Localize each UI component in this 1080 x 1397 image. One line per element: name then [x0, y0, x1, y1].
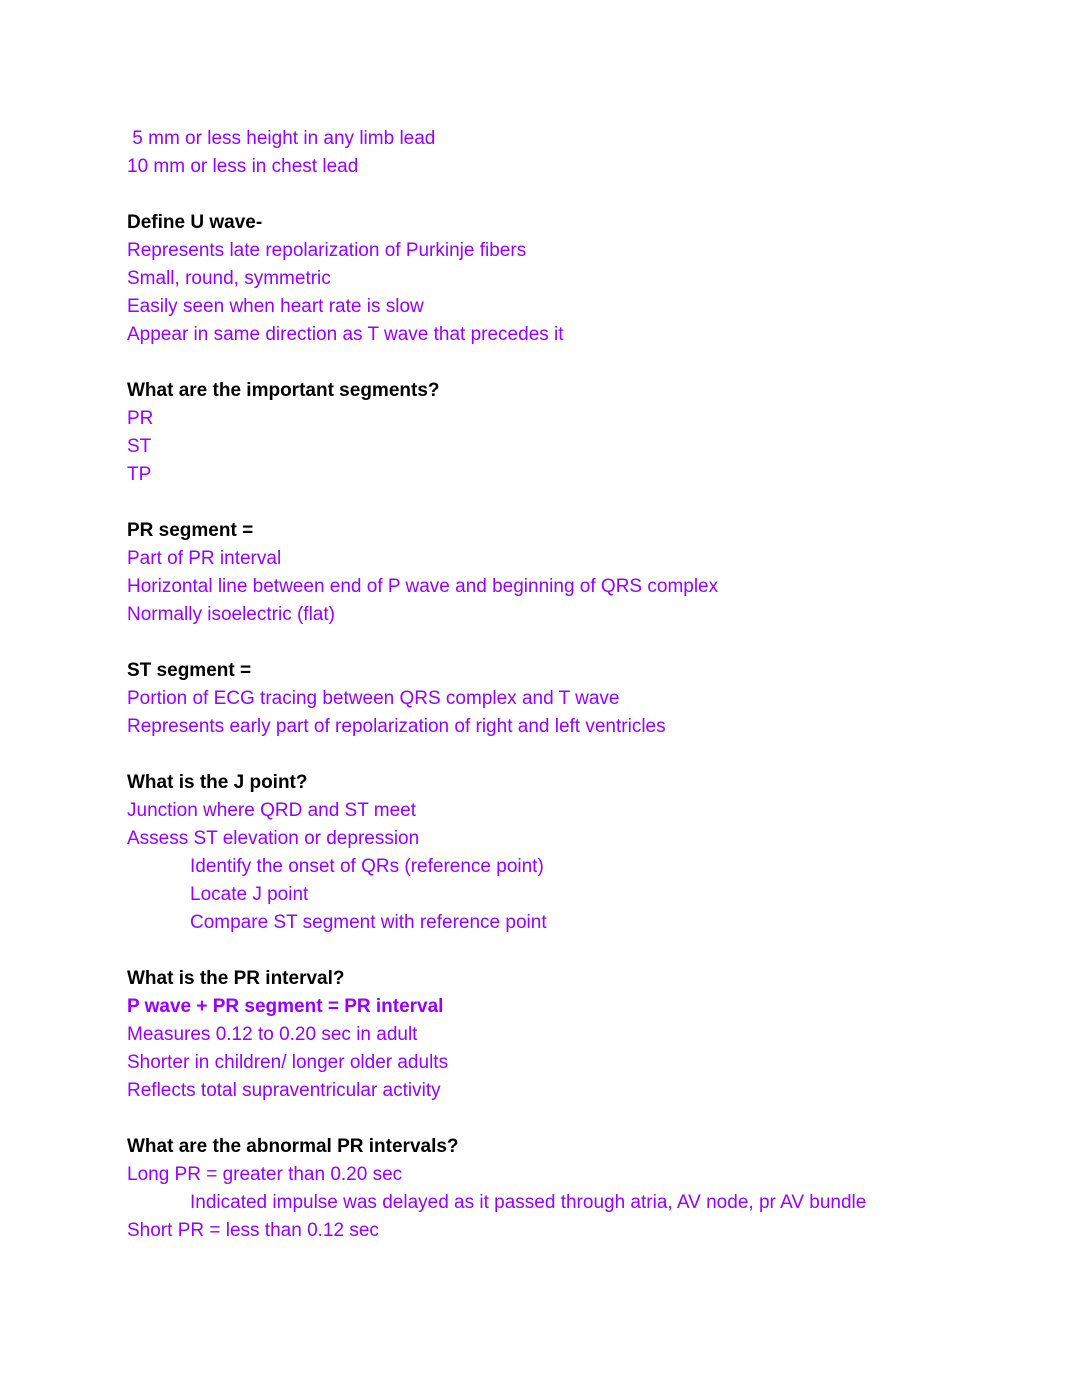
note-block	[127, 1133, 1020, 1245]
question-heading: What is the PR interval?	[127, 968, 345, 989]
text-line: Portion of ECG tracing between QRS complex and T wave	[127, 688, 620, 709]
text-line: TP	[127, 464, 152, 485]
document-content	[127, 125, 1020, 1245]
text-line: Measures 0.12 to 0.20 sec in adult	[127, 1024, 418, 1045]
note-block	[127, 769, 1020, 937]
text-line: P wave + PR segment = PR interval	[127, 996, 444, 1017]
text-line: Locate J point	[190, 884, 309, 905]
note-block	[127, 209, 1020, 349]
text-line: Appear in same direction as T wave that precedes it	[127, 324, 564, 345]
note-block	[127, 657, 1020, 741]
text-line: Indicated impulse was delayed as it passed through atria, AV node, pr AV bundle	[190, 1192, 867, 1213]
text-line: ST	[127, 436, 152, 457]
text-line: Small, round, symmetric	[127, 268, 331, 289]
note-block	[127, 965, 1020, 1105]
text-line: 10 mm or less in chest lead	[127, 156, 359, 177]
text-line: Short PR = less than 0.12 sec	[127, 1220, 379, 1241]
text-line: 5 mm or less height in any limb lead	[127, 128, 436, 149]
text-line: Reflects total supraventricular activity	[127, 1080, 441, 1101]
question-heading: ST segment =	[127, 660, 252, 681]
text-line: Long PR = greater than 0.20 sec	[127, 1164, 403, 1185]
text-line: PR	[127, 408, 154, 429]
text-line: Compare ST segment with reference point	[190, 912, 547, 933]
text-line: Part of PR interval	[127, 548, 282, 569]
question-heading: Define U wave-	[127, 212, 263, 233]
note-block	[127, 125, 1020, 181]
question-heading: What is the J point?	[127, 772, 308, 793]
text-line: Assess ST elevation or depression	[127, 828, 420, 849]
question-heading: What are the important segments?	[127, 380, 440, 401]
text-line: Identify the onset of QRs (reference point)	[190, 856, 544, 877]
text-line: Shorter in children/ longer older adults	[127, 1052, 449, 1073]
text-line: Normally isoelectric (flat)	[127, 604, 335, 625]
text-line: Represents late repolarization of Purkinje fibers	[127, 240, 527, 261]
question-heading: PR segment =	[127, 520, 254, 541]
note-block	[127, 517, 1020, 629]
text-line: Junction where QRD and ST meet	[127, 800, 417, 821]
text-line: Horizontal line between end of P wave and beginning of QRS complex	[127, 576, 719, 597]
text-line: Represents early part of repolarization of right and left ventricles	[127, 716, 666, 737]
text-line: Easily seen when heart rate is slow	[127, 296, 424, 317]
question-heading: What are the abnormal PR intervals?	[127, 1136, 459, 1157]
note-block	[127, 377, 1020, 489]
